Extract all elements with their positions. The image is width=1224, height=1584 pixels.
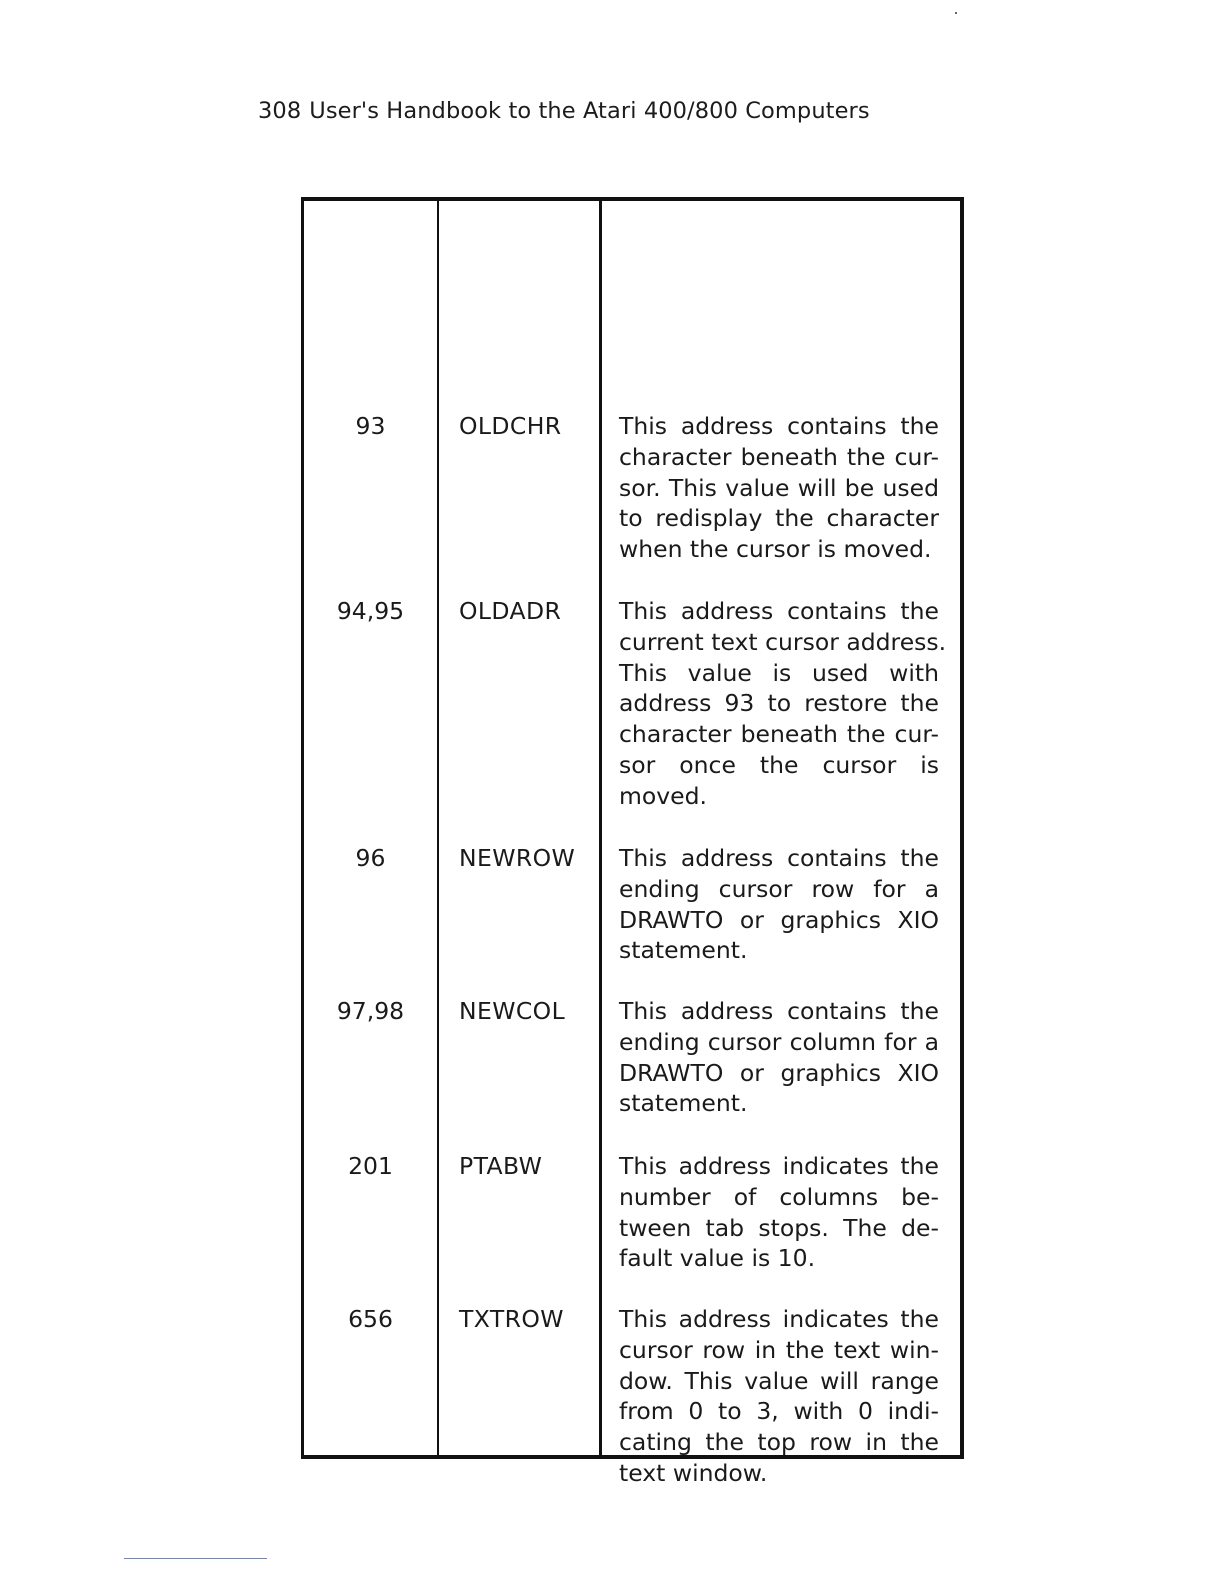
description-line: statement. — [619, 1089, 748, 1118]
address-cell: 96 — [355, 844, 386, 872]
description-line: This address contains the — [619, 997, 939, 1025]
label-cell: NEWROW — [459, 844, 576, 872]
address-cell: 93 — [355, 412, 386, 440]
description-line: ending cursor row for a — [619, 874, 939, 903]
description-line: cursor row in the text win- — [619, 1335, 939, 1364]
description-cell — [619, 843, 939, 966]
description-line: when the cursor is moved. — [619, 535, 932, 564]
scan-speck — [955, 12, 957, 14]
description-line: DRAWTO or graphics XIO — [619, 1058, 939, 1087]
description-line: cating the top row in the — [619, 1428, 939, 1457]
description-cell — [619, 1151, 939, 1274]
description-cell — [619, 996, 939, 1119]
description-line: dow. This value will range — [619, 1366, 939, 1395]
description-line: This address contains the — [619, 412, 939, 440]
description-line: This address indicates the — [619, 1305, 939, 1333]
description-line: ending cursor column for a — [619, 1027, 939, 1056]
description-line: sor. This value will be used — [619, 473, 939, 502]
description-line: DRAWTO or graphics XIO — [619, 905, 939, 934]
scan-edge-line — [124, 1558, 267, 1559]
description-line: from 0 to 3, with 0 indi- — [619, 1397, 939, 1426]
description-line: tween tab stops. The de- — [619, 1213, 939, 1242]
description-line: sor once the cursor is — [619, 750, 939, 779]
description-line: moved. — [619, 781, 708, 810]
column-divider-address — [437, 201, 439, 1455]
column-divider-label — [599, 201, 602, 1455]
description-line: to redisplay the character — [619, 504, 939, 533]
description-line: This address contains the — [619, 597, 939, 625]
label-cell: TXTROW — [459, 1305, 564, 1333]
description-line: This address indicates the — [619, 1152, 939, 1180]
description-line: current text cursor address. — [619, 627, 947, 656]
label-cell: NEWCOL — [459, 997, 566, 1025]
label-cell: OLDADR — [459, 597, 562, 625]
address-cell: 94,95 — [336, 597, 405, 625]
description-cell — [619, 411, 939, 565]
address-cell: 201 — [348, 1152, 393, 1180]
memory-locations-table — [301, 197, 964, 1487]
description-line: fault value is 10. — [619, 1244, 816, 1273]
description-line: address 93 to restore the — [619, 689, 939, 718]
description-line: This address contains the — [619, 844, 939, 872]
description-line: character beneath the cur- — [619, 442, 939, 471]
page-number: 308 — [258, 98, 302, 124]
label-cell: PTABW — [459, 1152, 543, 1180]
address-cell: 97,98 — [336, 997, 405, 1025]
address-cell: 656 — [348, 1305, 393, 1333]
description-cell — [619, 1304, 939, 1489]
description-line: This value is used with — [619, 658, 939, 687]
book-title: User's Handbook to the Atari 400/800 Computers — [309, 98, 870, 124]
description-line: statement. — [619, 936, 748, 965]
description-cell — [619, 596, 947, 812]
description-line: text window. — [619, 1458, 768, 1487]
description-line: character beneath the cur- — [619, 720, 939, 749]
label-cell: OLDCHR — [459, 412, 562, 440]
description-line: number of columns be- — [619, 1182, 939, 1211]
running-head — [258, 98, 870, 124]
